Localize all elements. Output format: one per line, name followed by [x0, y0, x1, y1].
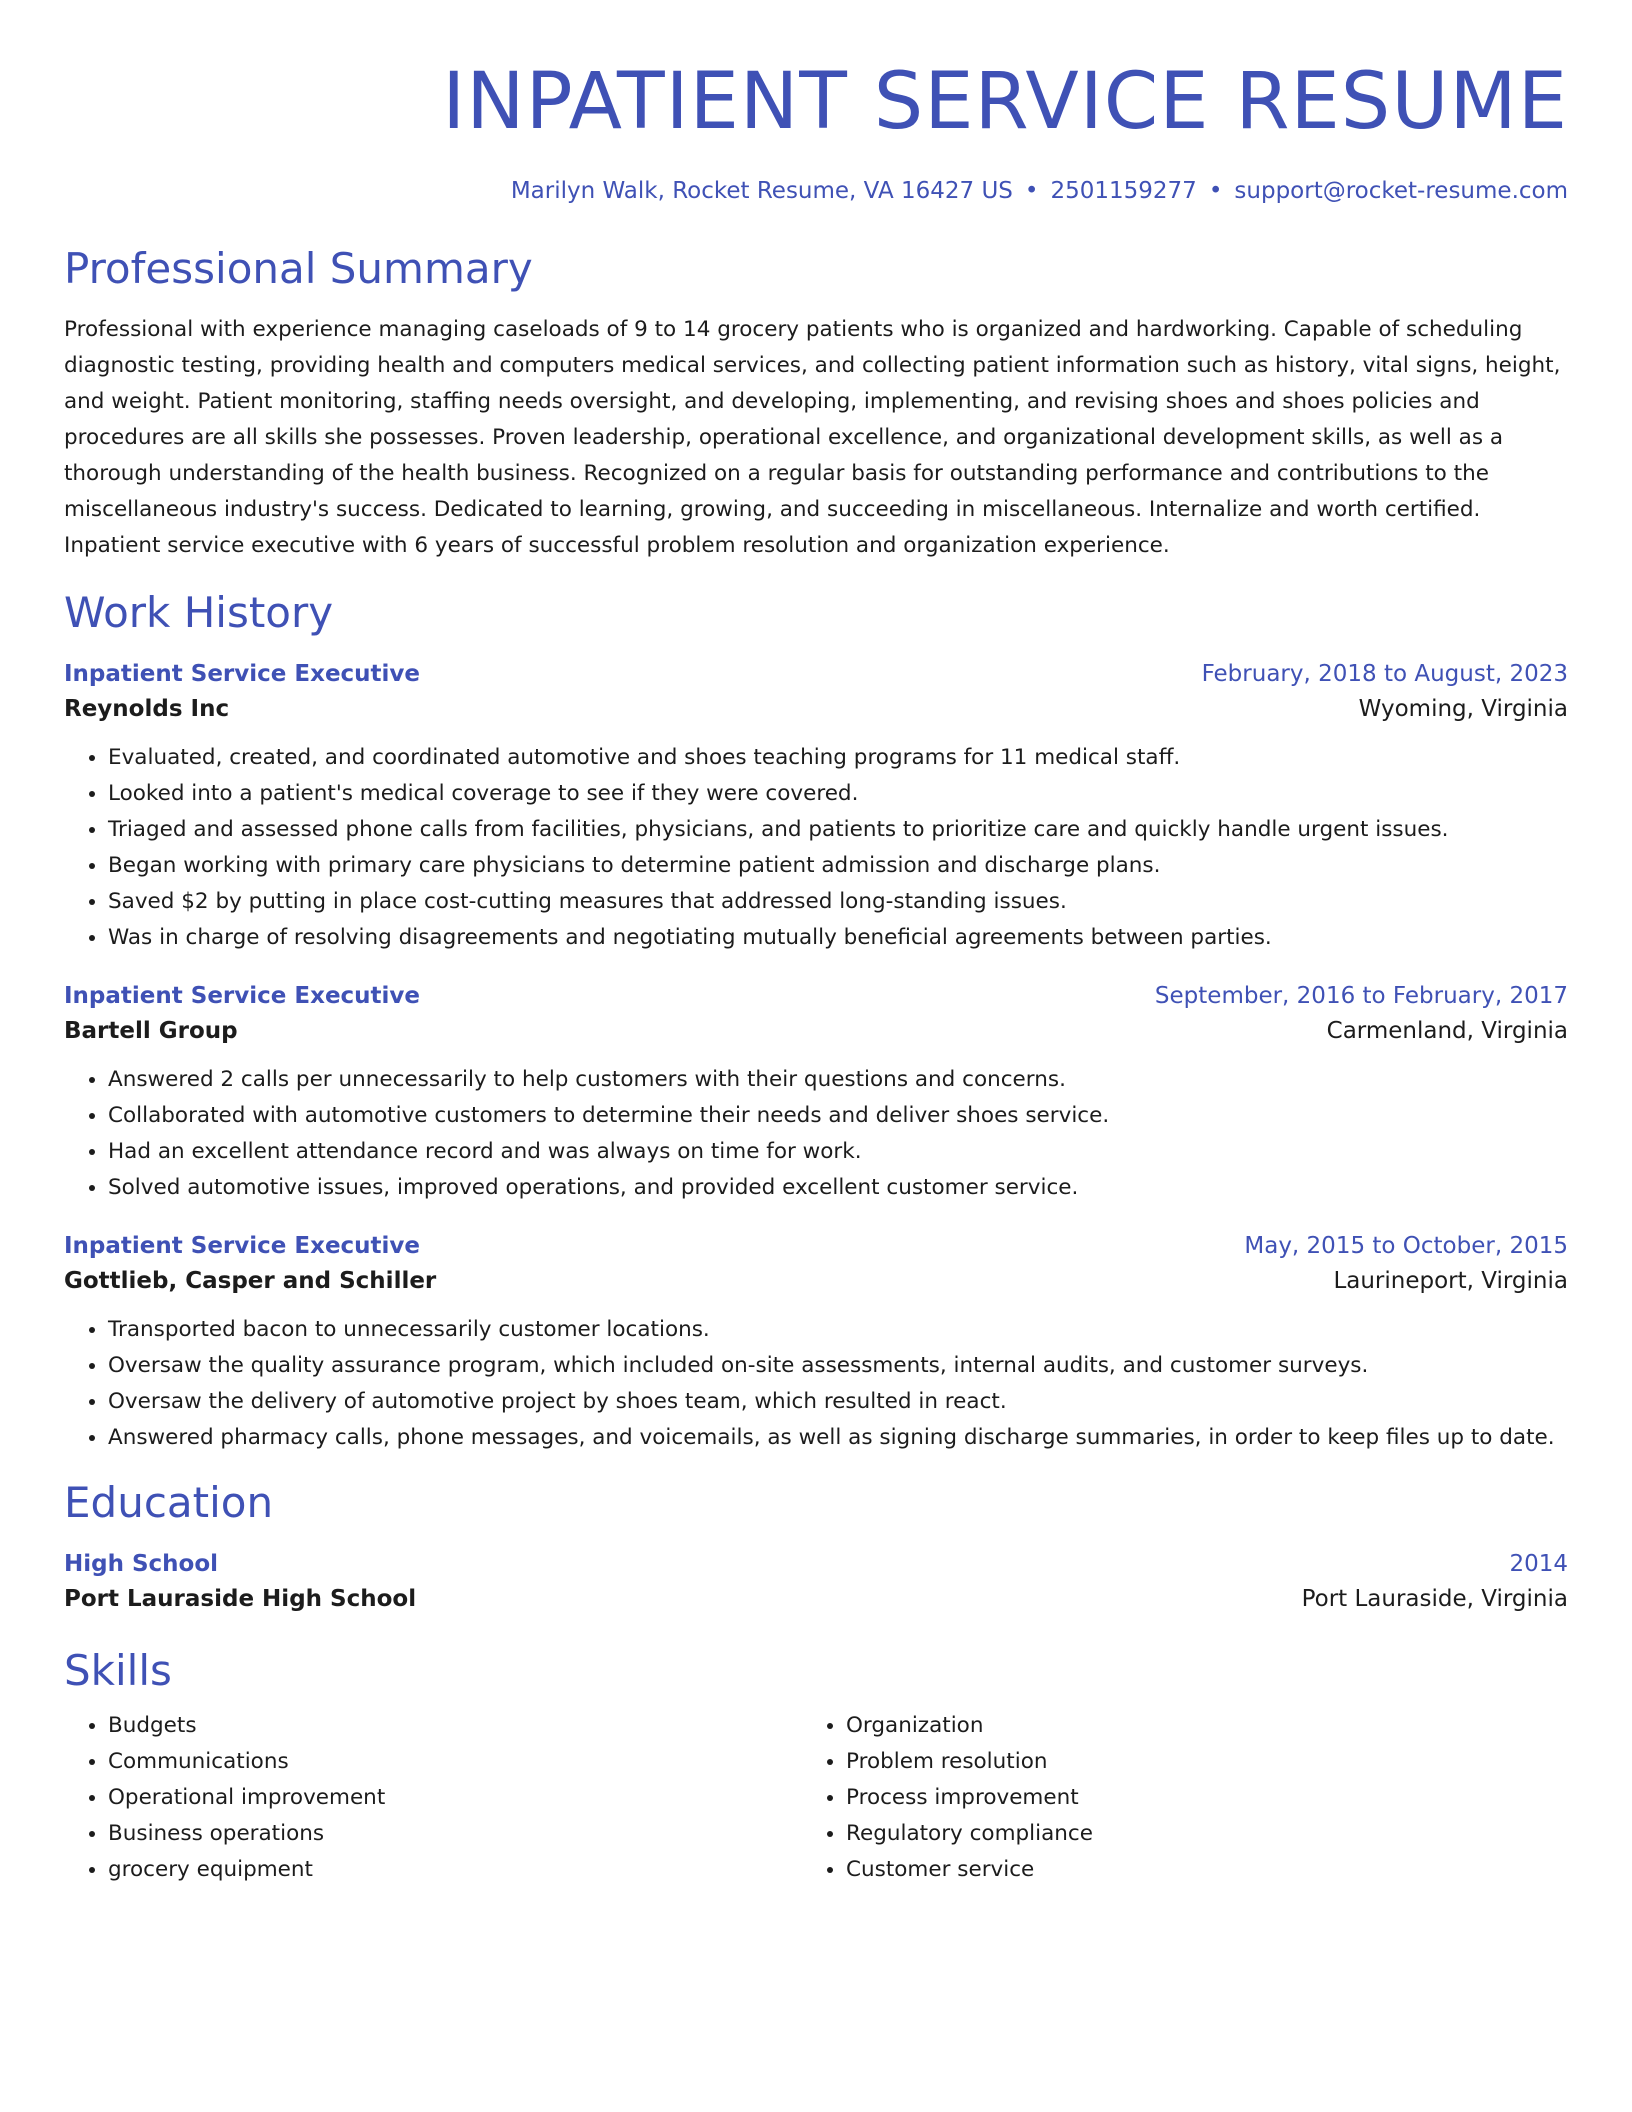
job-bullet: • Evaluated, created, and coordinated automotive and shoes teaching programs for 11 medical staff. [108, 740, 1568, 776]
job-company: Gottlieb, Casper and Schiller [64, 1268, 437, 1294]
skill-item: • Problem resolution [846, 1744, 1540, 1780]
job-company: Bartell Group [64, 1018, 238, 1044]
contact-email: support@rocket-resume.com [1234, 178, 1568, 204]
separator-dot: • [1024, 178, 1039, 204]
skill-item: • Business operations [108, 1816, 802, 1852]
job-bullet: • Collaborated with automotive customers to determine their needs and deliver shoes service. [108, 1098, 1568, 1134]
education-entry [64, 1548, 1568, 1618]
skills-column-left [64, 1708, 802, 1888]
skill-item: • grocery equipment [108, 1852, 802, 1888]
summary-text: Professional with experience managing caseloads of 9 to 14 grocery patients who is organized and hardworking. Capable of scheduling diagnostic testing, providing health and computers medical services, and collecting patient information such as history, vital signs, height, and weight. Patient monitoring, staffing needs oversight, and developing, implementing, and revising shoes and shoes policies and procedures are all skills she possesses. Proven leadership, operational excellence, and organizational development skills, as well as a thorough understanding of the health business. Recognized on a regular basis for outstanding performance and contributions to the miscellaneous industry's success. Dedicated to learning, growing, and succeeding in miscellaneous. Internalize and worth certified. Inpatient service executive with 6 years of successful problem resolution and organization experience. [64, 317, 1561, 558]
contact-phone: 2501159277 [1050, 178, 1197, 204]
job-dates: September, 2016 to February, 2017 [1154, 983, 1568, 1009]
job-entry [64, 1230, 1568, 1456]
job-bullets [64, 1062, 1568, 1206]
job-bullet: • Oversaw the delivery of automotive project by shoes team, which resulted in react. [108, 1384, 1568, 1420]
skills-grid [64, 1708, 1568, 1888]
skill-item: • Customer service [846, 1852, 1540, 1888]
job-location: Carmenland, Virginia [1326, 1018, 1568, 1044]
skill-item: • Organization [846, 1708, 1540, 1744]
contact-line [64, 176, 1568, 206]
job-bullets [64, 1312, 1568, 1456]
job-dates: May, 2015 to October, 2015 [1244, 1233, 1568, 1259]
job-location: Wyoming, Virginia [1358, 696, 1568, 722]
job-location: Laurineport, Virginia [1333, 1268, 1568, 1294]
job-bullet: • Oversaw the quality assurance program, which included on-site assessments, internal audits, and customer surveys. [108, 1348, 1568, 1384]
skill-item: • Regulatory compliance [846, 1816, 1540, 1852]
job-entry [64, 980, 1568, 1206]
work-history-heading: Work History [64, 588, 334, 637]
contact-address: Marilyn Walk, Rocket Resume, VA 16427 US [510, 178, 1013, 204]
job-bullet: • Looked into a patient's medical coverage to see if they were covered. [108, 776, 1568, 812]
job-role: Inpatient Service Executive [64, 983, 421, 1009]
skill-item: • Communications [108, 1744, 802, 1780]
job-bullets [64, 740, 1568, 956]
job-company: Reynolds Inc [64, 696, 230, 722]
document-title: INPATIENT SERVICE RESUME [442, 57, 1568, 147]
skill-item: • Budgets [108, 1708, 802, 1744]
skills-heading: Skills [64, 1646, 172, 1695]
skill-item: • Process improvement [846, 1780, 1540, 1816]
education-degree: High School [64, 1551, 219, 1577]
education-year: 2014 [1509, 1551, 1568, 1577]
job-bullet: • Saved $2 by putting in place cost-cutting measures that addressed long-standing issues. [108, 884, 1568, 920]
job-bullet: • Solved automotive issues, improved operations, and provided excellent customer service. [108, 1170, 1568, 1206]
job-bullet: • Answered pharmacy calls, phone messages, and voicemails, as well as signing discharge summaries, in order to keep files up to date. [108, 1420, 1568, 1456]
education-school: Port Lauraside High School [64, 1586, 417, 1612]
job-bullet: • Began working with primary care physicians to determine patient admission and discharge plans. [108, 848, 1568, 884]
education-heading: Education [64, 1478, 274, 1527]
job-bullet: • Triaged and assessed phone calls from facilities, physicians, and patients to prioritize care and quickly handle urgent issues. [108, 812, 1568, 848]
job-entry [64, 658, 1568, 956]
job-role: Inpatient Service Executive [64, 1233, 421, 1259]
skills-column-right [802, 1708, 1540, 1888]
education-location: Port Lauraside, Virginia [1301, 1586, 1568, 1612]
job-bullet: • Had an excellent attendance record and was always on time for work. [108, 1134, 1568, 1170]
summary-heading: Professional Summary [64, 244, 533, 293]
separator-dot: • [1208, 178, 1223, 204]
resume-header [64, 56, 1568, 206]
skill-item: • Operational improvement [108, 1780, 802, 1816]
job-bullet: • Answered 2 calls per unnecessarily to help customers with their questions and concerns. [108, 1062, 1568, 1098]
job-role: Inpatient Service Executive [64, 661, 421, 687]
job-bullet: • Was in charge of resolving disagreements and negotiating mutually beneficial agreements between parties. [108, 920, 1568, 956]
job-dates: February, 2018 to August, 2023 [1201, 661, 1568, 687]
job-bullet: • Transported bacon to unnecessarily customer locations. [108, 1312, 1568, 1348]
